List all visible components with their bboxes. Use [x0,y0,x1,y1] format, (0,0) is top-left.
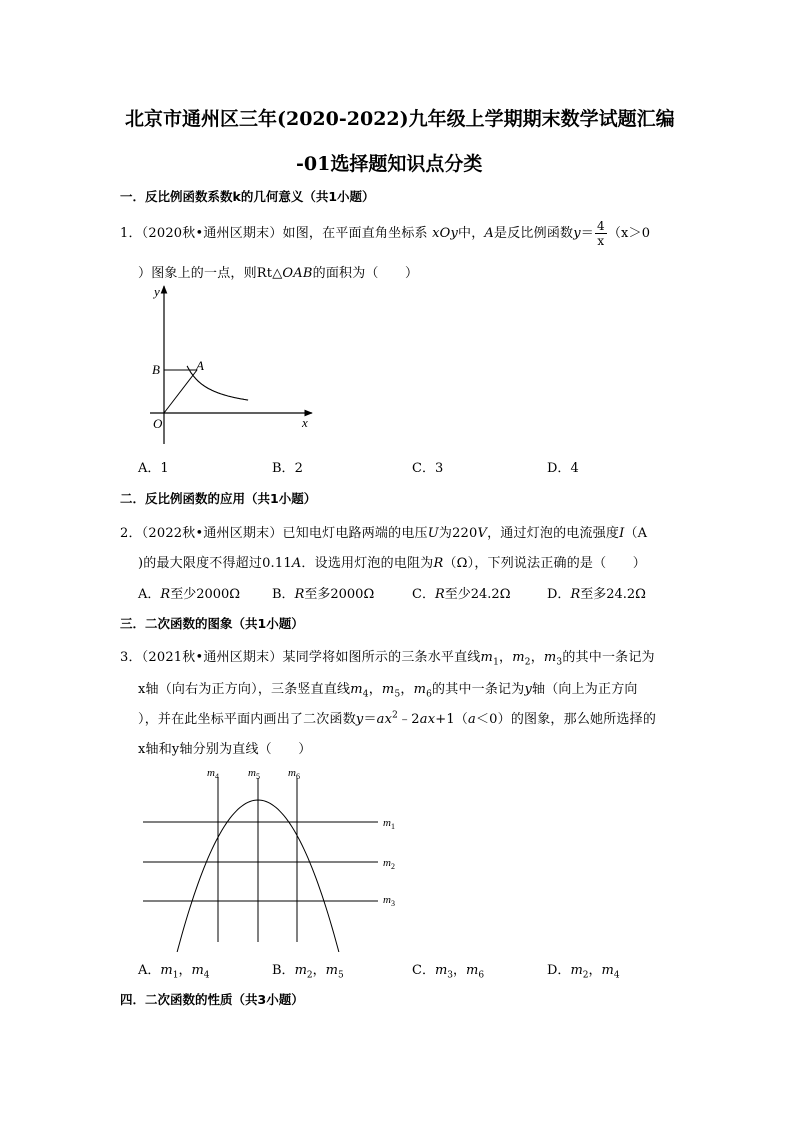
option-letter: A． [138,461,161,476]
math-var: A [484,226,495,241]
question-text: 的其中一条记为 [432,682,525,697]
option-letter: D． [547,963,571,978]
math-var: m [191,963,204,978]
question-text: +1（ [435,712,468,727]
option-text: 4 [570,461,579,476]
question-text: x轴（向右为正方向），三条竖直直线 [138,682,351,697]
section-heading-4: 四．二次函数的性质（共3小题） [120,992,304,1007]
subscript: 3 [447,970,454,981]
option-text: 1 [160,461,169,476]
q1-option-c[interactable] [412,457,443,476]
math-op: ﹣2 [398,712,420,727]
math-op: ＝ [363,712,377,727]
question-text: 的其中一条记为 [562,650,655,665]
point-label-b: B [152,362,160,377]
math-var: m [160,963,173,978]
q3-option-b[interactable]: B．$m_2$，$m_5$ [272,963,344,981]
point-label-o: O [153,416,163,431]
axis-label-y: y [154,284,160,299]
q3-option-d[interactable]: D．$m_2$，$m_4$ [547,963,620,981]
subscript: 4 [613,970,620,981]
question-text: ＜0）的图象，那么她所选择的 [475,712,657,727]
math-var: m [543,650,557,665]
math-var: m [413,682,427,697]
question-source: （2022秋•通州区期末） [141,526,283,541]
question-3-line-3 [138,708,656,727]
question-text: （A [624,526,648,541]
question-text: （Ω），下列说法正确的是（ ） [443,556,646,571]
superscript: 2 [392,710,399,721]
figure-inverse-proportion [140,280,330,450]
math-var: R [434,587,445,602]
option-letter: B． [272,461,295,476]
q3-option-a[interactable]: A．$m_1$，$m_4$ [138,963,210,981]
option-letter: C． [412,461,435,476]
q1-option-b[interactable] [272,457,303,476]
subscript: 5 [337,970,344,981]
option-letter: C． [412,963,435,978]
label-m3: $m_3$ [383,894,395,908]
subscript: 1 [493,657,500,668]
math-var: y [524,682,532,697]
q2-option-b[interactable] [272,583,374,602]
question-text: 的面积为（ ） [312,266,419,281]
question-text: 已知电灯电路两端的电压 [282,526,428,541]
math-var: V [477,526,488,541]
question-3-line-1: 3．（2021秋•通州区期末）某同学将如图所示的三条水平直线$m_1$，$m_2$，$m_3$的其中一条记为 [120,650,655,668]
question-text: ，通过灯泡的电流强度 [487,526,620,541]
page-subtitle: -01选择题知识点分类 [296,153,483,175]
question-number: 3． [120,650,142,665]
subscript: 3 [556,657,563,668]
math-var: a [468,712,476,727]
q1-option-d[interactable] [547,457,579,476]
page-title: 北京市通州区三年(2020-2022)九年级上学期期末数学试题汇编 [125,108,675,130]
figure-parabola-grid [140,762,410,952]
option-text: 至少24.2Ω [444,587,511,602]
option-letter: C． [412,587,435,602]
question-1-line-1 [120,220,650,247]
point-label-a: A [196,358,204,373]
section-heading-3: 三．二次函数的图象（共1小题） [120,616,304,631]
math-var: m [601,963,614,978]
q2-option-a[interactable] [138,583,240,602]
math-var: OAB [282,266,313,281]
option-letter: B． [272,587,295,602]
math-var: m [381,682,395,697]
math-var: ax [419,712,436,727]
option-text: 至多24.2Ω [580,587,646,602]
subscript: 6 [478,970,485,981]
math-var: U [427,526,439,541]
option-text: 3 [434,461,444,476]
question-text: ）图象上的一点，则Rt△ [138,266,283,281]
math-var: m [466,963,479,978]
fraction-denominator: x [597,234,605,248]
label-m2: $m_2$ [383,857,395,871]
math-var: I [619,526,625,541]
math-var: y [355,712,364,727]
option-letter: A． [138,963,161,978]
math-var: xOy [432,226,459,241]
question-text: ．设选用灯泡的电阻为 [301,556,434,571]
question-source: （2020秋•通州区期末） [141,226,283,241]
subscript: 2 [582,970,589,981]
label-m5: $m_5$ [248,767,260,781]
q3-option-c[interactable]: C．$m_3$，$m_6$ [412,963,485,981]
question-1-line-2 [138,262,418,281]
math-var: ax [376,712,393,727]
label-m4: $m_4$ [207,767,219,781]
question-number: 2． [120,526,142,541]
question-text: 如图，在平面直角坐标系 [282,226,428,241]
label-m1: $m_1$ [383,817,395,831]
math-var: m [480,650,494,665]
math-var: R [294,587,305,602]
question-text: （x＞0 [607,226,651,241]
segment-oa [164,370,197,413]
math-var: m [434,963,448,978]
q1-option-a[interactable] [138,457,169,476]
question-3-line-4 [138,738,311,757]
math-var: y [573,226,581,241]
question-source: （2021秋•通州区期末） [141,650,283,665]
fraction-numerator: 4 [596,219,605,233]
subscript: 2 [306,970,313,981]
fraction [595,220,607,247]
label-m6: $m_6$ [288,767,300,781]
q2-option-c[interactable] [412,583,510,602]
section-heading-2: 二．反比例函数的应用（共1小题） [120,491,317,506]
option-text: 至多2000Ω [304,587,375,602]
option-letter: B． [272,963,295,978]
question-3-line-2: x轴（向右为正方向），三条竖直直线$m_4$，$m_5$，$m_6$的其中一条记为y轴（向上为正方向 [138,682,638,700]
math-var: m [350,682,363,697]
q2-option-d[interactable] [547,583,646,602]
math-var: m [512,650,525,665]
math-var: m [294,963,307,978]
question-text: )的最大限度不得超过0.11 [138,556,292,571]
math-var: m [325,963,338,978]
question-text: ），并在此坐标平面内画出了二次函数 [138,712,356,727]
question-number: 1． [120,226,142,241]
option-letter: D． [547,587,571,602]
option-letter: D． [547,461,571,476]
question-text: 轴（向上为正方向 [532,682,638,697]
question-text: 某同学将如图所示的三条水平直线 [282,650,481,665]
question-text: 为220 [438,526,478,541]
question-text: 是反比例函数 [494,226,574,241]
math-var: A [291,556,302,571]
subscript: 4 [362,689,369,700]
subscript: 5 [394,689,401,700]
option-letter: A． [138,587,161,602]
section-heading-1: 一．反比例函数系数k的几何意义（共1小题） [120,189,375,204]
math-op: ＝ [580,226,594,241]
math-var: m [570,963,583,978]
axis-label-x: x [302,415,308,430]
option-text: 至少2000Ω [170,587,241,602]
subscript: 4 [203,970,210,981]
math-var: R [570,587,581,602]
option-text: 2 [294,461,303,476]
subscript: 6 [426,689,433,700]
subscript: 1 [172,970,179,981]
question-2-line-1 [120,522,647,541]
math-var: R [160,587,171,602]
question-text: x轴和y轴分别为直线（ ） [138,742,312,757]
subscript: 2 [524,657,531,668]
question-text: 中， [458,226,485,241]
math-var: R [433,556,444,571]
question-2-line-2 [138,552,646,571]
